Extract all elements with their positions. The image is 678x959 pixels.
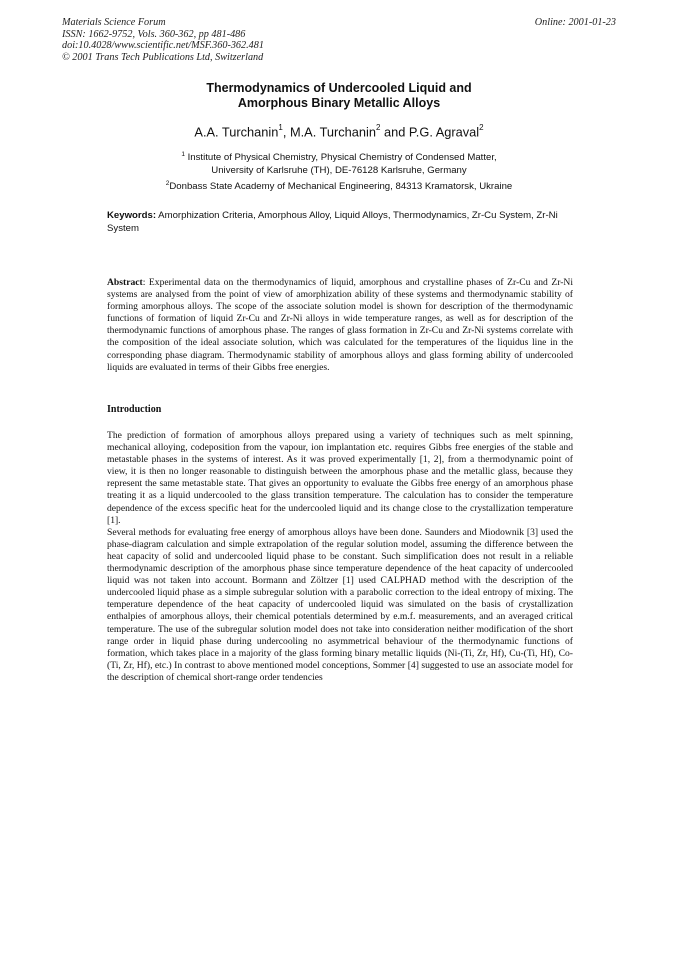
introduction-body: [107, 430, 573, 684]
online-date: Online: 2001-01-23: [534, 17, 616, 28]
author-1: A.A. Turchanin: [194, 124, 279, 140]
affiliation-1: [80, 149, 598, 177]
keywords-text: Amorphization Criteria, Amorphous Alloy, Liquid Alloys, Thermodynamics, Zr-Cu System, Zr-Ni System: [107, 210, 558, 234]
author-2-affiliation-mark: 2: [376, 123, 381, 132]
affiliation-1-line-1: Institute of Physical Chemistry, Physical Chemistry of Condensed Matter,: [184, 152, 497, 164]
author-1-affiliation-mark: 1: [278, 123, 283, 132]
author-3: P.G. Agraval: [408, 124, 480, 140]
issn-line: ISSN: 1662-9752, Vols. 360-362, pp 481-486: [62, 28, 246, 40]
affiliation-1-mark: 1: [181, 151, 185, 158]
affiliation-2-text: Donbass State Academy of Mechanical Engineering, 84313 Kramatorsk, Ukraine: [169, 181, 513, 193]
author-separator: and: [380, 124, 409, 140]
author-3-affiliation-mark: 2: [479, 123, 484, 132]
section-heading-introduction: Introduction: [107, 404, 162, 415]
abstract-label: Abstract: [107, 277, 143, 288]
journal-metadata: [62, 17, 482, 63]
abstract: [107, 277, 573, 374]
author-separator: ,: [282, 124, 290, 140]
author-list: [80, 124, 598, 139]
author-2: M.A. Turchanin: [289, 124, 376, 140]
keywords: [107, 210, 572, 235]
paper-title: [80, 81, 598, 111]
affiliation-1-line-2: University of Karlsruhe (TH), DE-76128 Karlsruhe, Germany: [211, 164, 467, 176]
doi-line: doi:10.4028/www.scientific.net/MSF.360-362.481: [62, 40, 264, 51]
abstract-text: : Experimental data on the thermodynamics of liquid, amorphous and crystalline phases of Zr-Cu and Zr-Ni systems are analysed from the point of view of amorphization ability of these systems and thermodynamic stability of forming amorphous alloys. The scope of the associate solution model is shown for description of the thermodynamic functions of formation of liquid Zr-Cu and Zr-Ni alloys in wide temperature ranges, as well as for description of the thermodynamic functions of amorphous phase. The ranges of glass formation in Zr-Cu and Zr-Ni systems correlate with the composition of the ideal associate solution, which was calculated for the temperatures of the liquidus line in the corresponding phase diagram. Thermodynamic stability of amorphous alloys and glass forming ability of undercooled liquids are evaluated in terms of their Gibbs free energies.: [107, 277, 573, 373]
title-line-2: Amorphous Binary Metallic Alloys: [237, 96, 441, 110]
journal-name: Materials Science Forum: [62, 17, 166, 28]
affiliation-2-mark: 2: [165, 180, 170, 187]
paragraph: Several methods for evaluating free energy of amorphous alloys have been done. Saunders and Miodownik [3] used the phase-diagram calculation and simple extrapolation of the regular solution model, assuming the difference between the heat capacity of solid and undercooled liquid phase to be constant. Such simplification does not result in a reliable thermodynamic description of the amorphous phase since temperature dependence of the heat capacity of undercooled liquid was not taken into account. Bormann and Zöltzer [1] used CALPHAD method with the description of the undercooled liquid phase as a simple subregular solution with a parabolic correction to the ideal entropy of mixing. The temperature dependence of the heat capacity of undercooled liquid was simulated on the basis of crystallization enthalpies of amorphous alloys, their chemical potentials determined by e.m.f. measurements, and an averaged critical temperature. The use of the subregular solution model does not take into consideration neither modification of the short range order in liquid phase during undercooling no asymmetrical behaviour of the thermodynamic functions of formation, which takes place in a majority of the glass forming binary metallic liquids (Ni-(Ti, Zr, Hf), Cu-(Ti, Hf), Co-(Ti, Zr, Hf), etc.) In contrast to above mentioned model conceptions, Sommer [4] suggested to use an associate model for the description of chemical short-range order tendencies: [107, 526, 573, 683]
paragraph: The prediction of formation of amorphous alloys prepared using a variety of techniques such as melt spinning, mechanical alloying, codeposition from the vapour, ion implantation etc. requires Gibbs free energies of the stable and metastable phases in the systems of interest. As it was proved experimentally [1, 2], from a thermodynamic point of view, it is then no longer reasonable to distinguish between the amorphous phase and the metallic glass, because they represent the same metastable state. That gives an opportunity to evaluate the Gibbs free energy of an amorphous phase treating it as a liquid undercooled to the glass transition temperature. The calculation has to consider the temperature dependence of the excess specific heat for the undercooled liquid and its change close to the crystallization temperature [1].: [107, 430, 573, 526]
keywords-label: Keywords:: [107, 210, 157, 221]
copyright-line: © 2001 Trans Tech Publications Ltd, Switzerland: [62, 51, 264, 63]
title-line-1: Thermodynamics of Undercooled Liquid and: [206, 81, 472, 95]
affiliation-2: [80, 178, 598, 194]
